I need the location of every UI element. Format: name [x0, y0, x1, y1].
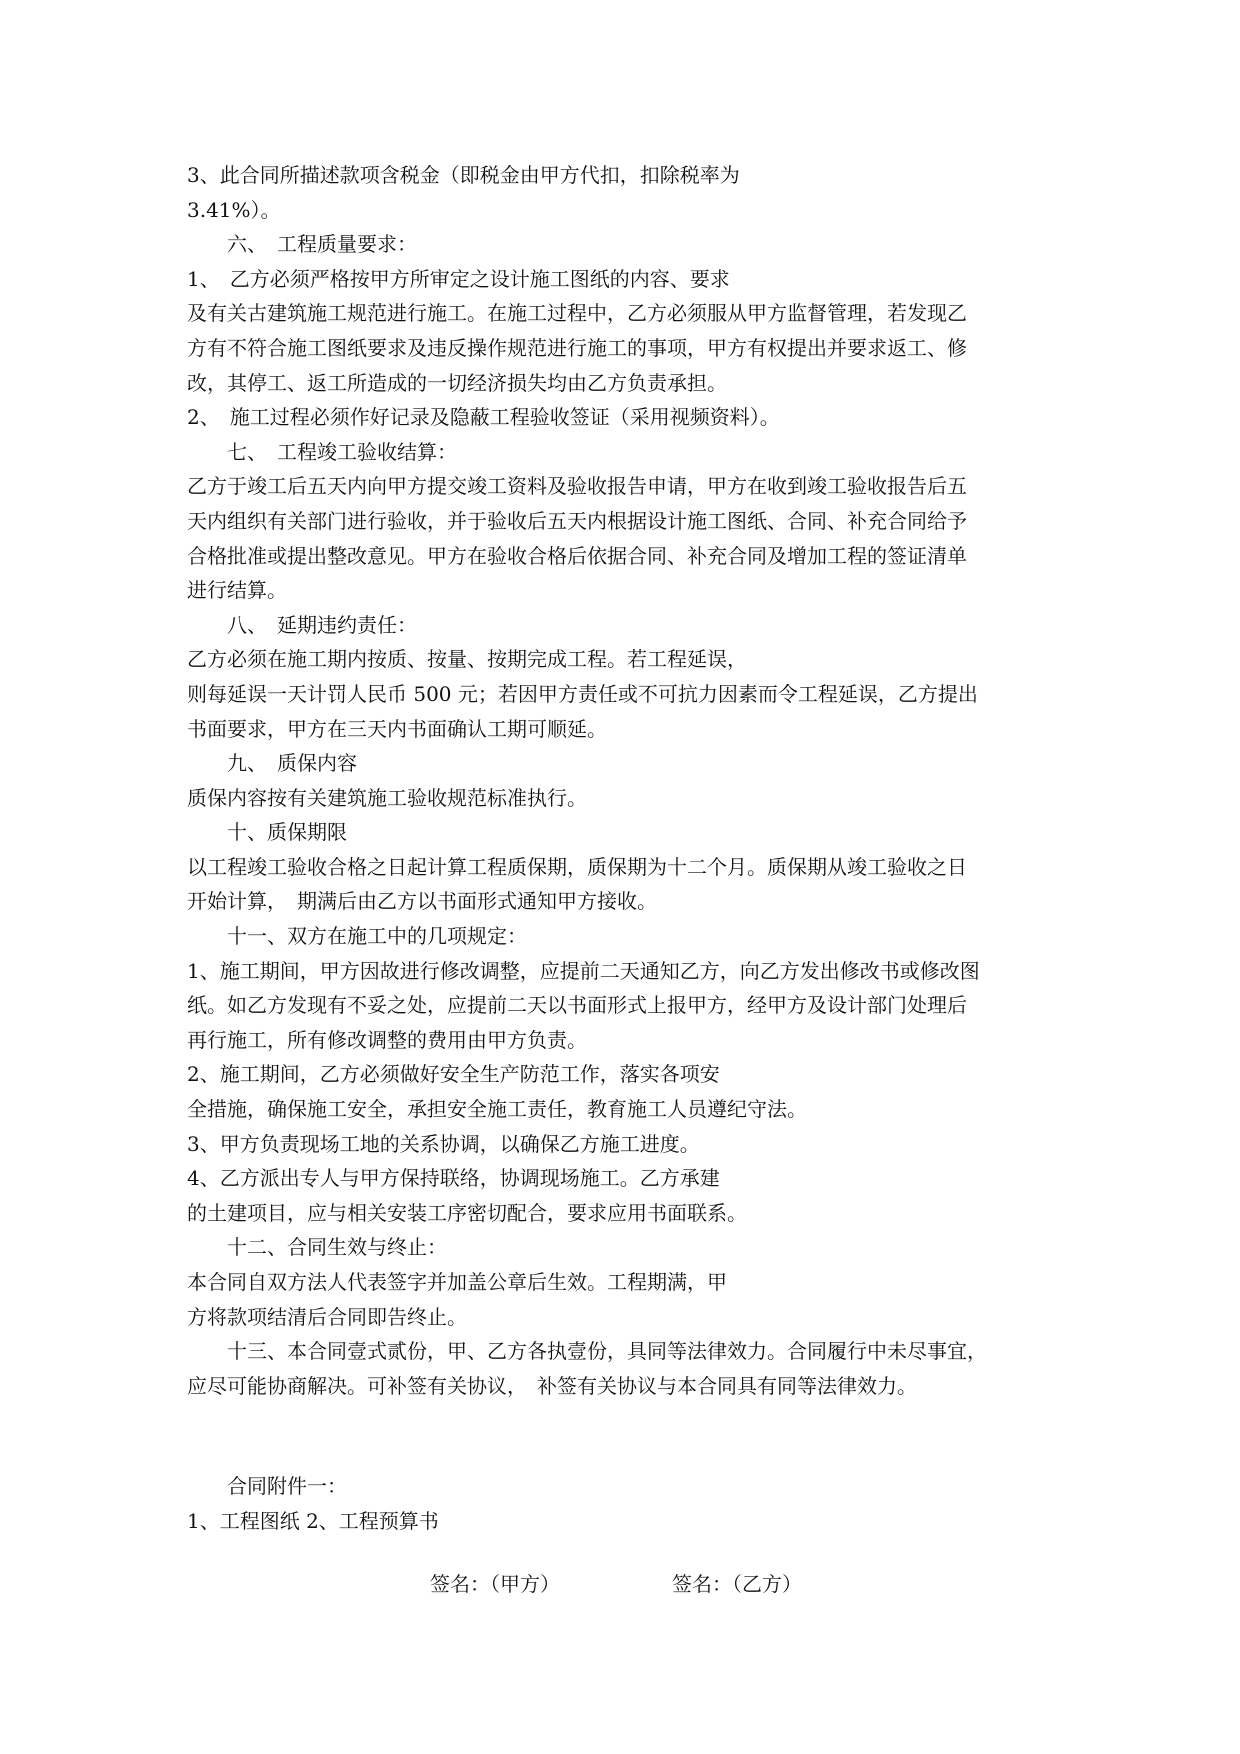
paragraph-line: 则每延误一天计罚人民币 500 元；若因甲方责任或不可抗力因素而令工程延误，乙方提出 [187, 681, 978, 706]
paragraph-line: 改，其停工、返工所造成的一切经济损失均由乙方负责承担。 [187, 370, 727, 395]
paragraph-line: 书面要求，甲方在三天内书面确认工期可顺延。 [187, 716, 607, 741]
paragraph-line: 纸。如乙方发现有不妥之处，应提前二天以书面形式上报甲方，经甲方及设计部门处理后 [187, 993, 967, 1018]
section-heading-line: 十二、合同生效与终止： [227, 1235, 447, 1260]
paragraph-line: 1、工程图纸 2、工程预算书 [187, 1508, 439, 1533]
signature-party-b: 签名：（乙方） [672, 1572, 802, 1596]
paragraph-line: 开始计算， 期满后由乙方以书面形式通知甲方接收。 [187, 889, 657, 914]
paragraph-line: 合格批准或提出整改意见。甲方在验收合格后依据合同、补充合同及增加工程的签证清单 [187, 543, 967, 568]
paragraph-line: 及有关古建筑施工规范进行施工。在施工过程中，乙方必须服从甲方监督管理，若发现乙 [187, 301, 967, 326]
paragraph-line: 1、施工期间，甲方因故进行修改调整，应提前二天通知乙方，向乙方发出修改书或修改图 [187, 958, 980, 983]
paragraph-line: 3、此合同所描述款项含税金（即税金由甲方代扣，扣除税率为 [187, 163, 740, 187]
paragraph-line: 3、甲方负责现场工地的关系协调，以确保乙方施工进度。 [187, 1131, 700, 1156]
paragraph-line: 天内组织有关部门进行验收，并于验收后五天内根据设计施工图纸、合同、补充合同给予 [187, 508, 967, 533]
paragraph-line: 进行结算。 [187, 578, 287, 603]
paragraph-line: 3.41%）。 [187, 197, 281, 222]
signature-party-a: 签名：（甲方） [430, 1572, 560, 1596]
paragraph-line: 方有不符合施工图纸要求及违反操作规范进行施工的事项，甲方有权提出并要求返工、修 [187, 335, 967, 360]
contract-body [187, 158, 1057, 1539]
paragraph-line: 4、乙方派出专人与甲方保持联络，协调现场施工。乙方承建 [187, 1166, 720, 1191]
blank-line [187, 1419, 1057, 1453]
paragraph-line: 的土建项目，应与相关安装工序密切配合，要求应用书面联系。 [187, 1200, 747, 1225]
section-heading-line: 七、 工程竣工验收结算： [227, 439, 457, 464]
paragraph-line: 以工程竣工验收合格之日起计算工程质保期，质保期为十二个月。质保期从竣工验收之日 [187, 854, 967, 879]
paragraph-line: 全措施，确保施工安全，承担安全施工责任，教育施工人员遵纪守法。 [187, 1097, 807, 1122]
section-heading-line: 八、 延期违约责任： [227, 612, 417, 637]
paragraph-line: 乙方于竣工后五天内向甲方提交竣工资料及验收报告申请，甲方在收到竣工验收报告后五 [187, 474, 967, 499]
section-heading-line: 十三、本合同壹式贰份，甲、乙方各执壹份，具同等法律效力。合同履行中未尽事宜， [227, 1339, 987, 1364]
paragraph-line: 质保内容按有关建筑施工验收规范标准执行。 [187, 785, 587, 810]
paragraph-line: 本合同自双方法人代表签字并加盖公章后生效。工程期满，甲 [187, 1270, 727, 1294]
paragraph-line: 2、施工期间，乙方必须做好安全生产防范工作，落实各项安 [187, 1062, 720, 1087]
section-heading-line: 十、质保期限 [227, 820, 347, 845]
section-heading-line: 六、 工程质量要求： [227, 232, 417, 257]
paragraph-line: 应尽可能协商解决。可补签有关协议， 补签有关协议与本合同具有同等法律效力。 [187, 1373, 917, 1398]
section-heading-line: 十一、双方在施工中的几项规定： [227, 924, 527, 949]
paragraph-line: 乙方必须在施工期内按质、按量、按期完成工程。若工程延误， [187, 647, 747, 672]
section-heading-line: 合同附件一： [227, 1474, 347, 1499]
paragraph-line: 1、 乙方必须严格按甲方所审定之设计施工图纸的内容、要求 [187, 266, 730, 291]
section-heading-line: 九、 质保内容 [227, 751, 357, 776]
paragraph-line: 再行施工，所有修改调整的费用由甲方负责。 [187, 1027, 587, 1052]
paragraph-line: 方将款项结清后合同即告终止。 [187, 1304, 467, 1329]
paragraph-line: 2、 施工过程必须作好记录及隐蔽工程验收签证（采用视频资料）。 [187, 405, 780, 430]
